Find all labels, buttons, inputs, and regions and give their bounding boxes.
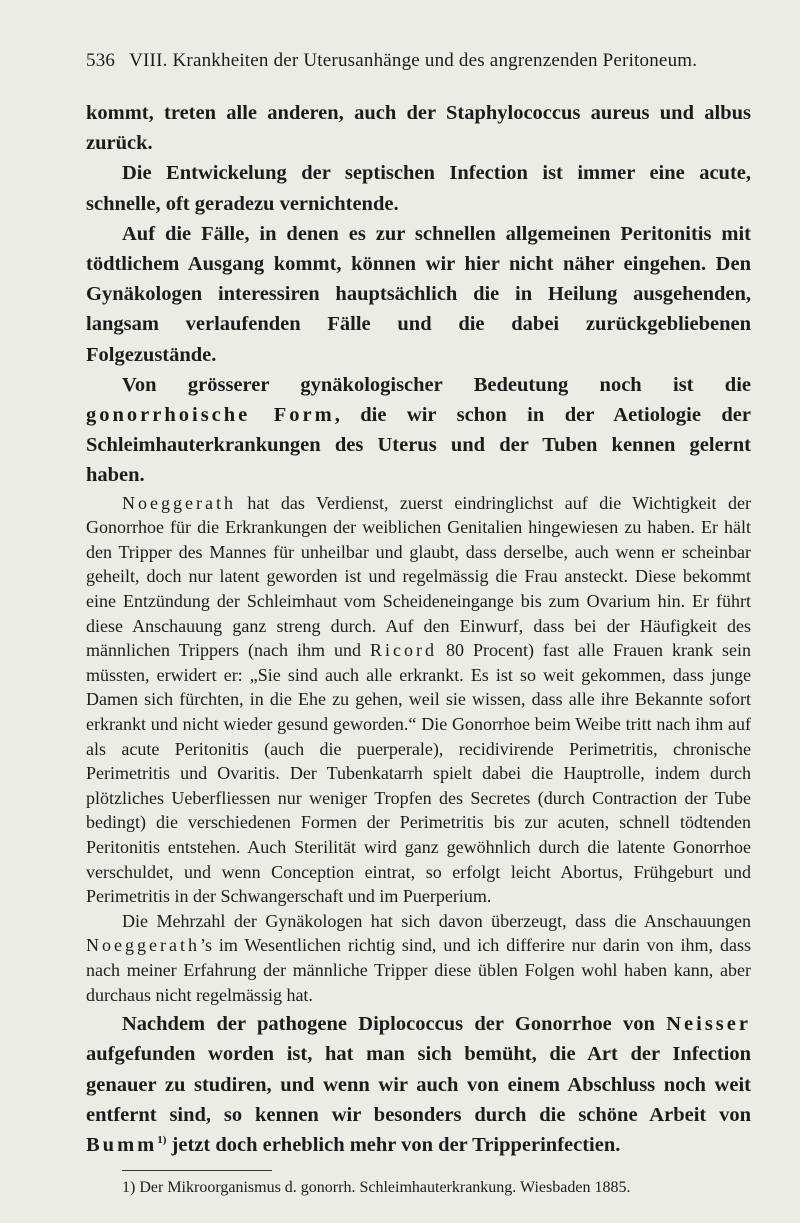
author-ricord: Ricord <box>370 640 438 661</box>
book-page <box>86 50 751 1199</box>
emphasis-gonorrhoische-form: gonorrhoische Form <box>86 404 335 427</box>
page-number: 536 <box>86 50 116 71</box>
paragraph-7 <box>86 1009 751 1160</box>
paragraph-6-text-c: ’s im Wesentlichen richtig sind, und ich differire nur darin von ihm, dass nach meiner Erfahrung der männliche Tripper diese üblen Folgen wohl haben kann, aber durchaus nicht regelmässig hat. <box>86 935 751 1005</box>
paragraph-5-text-b: hat das Verdienst, zuerst eindringlichst auf die Wichtigkeit der Gonorrhoe für die Erkrankungen der weiblichen Genitalien hingewiesen zu haben. Er hält den Tripper des Mannes für unheilbar und glaubt, dass derselbe, auch wenn er scheinbar geheilt, doch nur latent geworden ist und regelmässig die Frau ansteckt. Diese bekommt eine Entzündung der Schleimhaut vom Scheideneingange bis zum Ovarium hin. Er führt diese Anschauung ganz streng durch. Auf den Einwurf, dass bei der Häufigkeit des männlichen Trippers (nach ihm und <box>86 492 751 661</box>
running-header <box>86 50 751 72</box>
footnote-reference: 1) <box>157 1134 167 1147</box>
paragraph-1: kommt, treten alle anderen, auch der Staphylococcus aureus und albus zurück. <box>86 102 751 155</box>
footnote-text: Der Mikroorganismus d. gonorrh. Schleimhauterkrankung. Wiesbaden 1885. <box>135 1179 631 1197</box>
paragraph-6 <box>86 909 751 1007</box>
author-noeggerath-2: Noeggerath <box>86 935 200 956</box>
running-title: VIII. Krankheiten der Uterusanhänge und des angrenzenden Peritoneum. <box>129 50 698 71</box>
footnote-marker: 1) <box>122 1179 136 1197</box>
paragraph-7-text-a: Nachdem der pathogene Diplococcus der Gonorrhoe von <box>122 1013 667 1036</box>
paragraph-2: Die Entwickelung der septischen Infection ist immer eine acute, schnelle, oft geradezu vernichtende. <box>86 162 751 215</box>
author-neisser: Neisser <box>666 1013 751 1036</box>
paragraph-5 <box>86 491 751 909</box>
paragraph-3: Auf die Fälle, in denen es zur schnellen allgemeinen Peritonitis mit tödtlichem Ausgang kommt, können wir hier nicht näher eingehen. Den Gynäkologen interessiren hauptsächlich die in Heilung ausgehenden, langsam verlaufenden Fälle und die dabei zurückgebliebenen Folgezustände. <box>86 222 751 366</box>
author-bumm: Bumm <box>86 1133 158 1156</box>
paragraph-5-text-d: 80 Procent) fast alle Frauen krank sein müssten, erwidert er: „Sie sind auch alle erkrankt. Es ist so weit gekommen, dass junge Damen sich fürchten, in die Ehe zu gehen, weil sie wissen, dass alle ihre Bekannte sofort erkrankt und nicht wieder gesund geworden.“ Die Gonorrhoe beim Weibe tritt nach ihm auf als acute Peritonitis (auch die puerperale), recidivirende Perimetritis, chronische Perimetritis und Ovaritis. Der Tubenkatarrh spielt dabei die Hauptrolle, indem durch plötzliches Ueberfliessen nur weniger Tropfen des Secretes (durch Contraction der Tube bedingt) die verschiedenen Formen der Perimetritis bis zur acuten, schnell tödtenden Peritonitis entstehen. Auch Sterilität wird ganz gewöhnlich durch die latente Gonorrhoe verschuldet, und wenn Conception eintrat, so erfolgt leicht Abortus, Frühgeburt und Perimetritis in der Schwangerschaft und im Puerperium. <box>86 640 751 907</box>
paragraph-4-text-c: , die wir schon in der Aetiologie der Schleimhauterkrankungen des Uterus und der Tuben kennen gelernt haben. <box>86 404 751 487</box>
author-noeggerath: Noeggerath <box>122 492 236 513</box>
paragraph-4 <box>86 370 751 491</box>
paragraph-6-text-a: Die Mehrzahl der Gynäkologen hat sich davon überzeugt, dass die Anschauungen <box>122 910 751 931</box>
paragraph-7-text-e: jetzt doch erheblich mehr von der Tripperinfectien. <box>166 1133 621 1156</box>
paragraph-4-text-a: Von grösserer gynäkologischer Bedeutung noch ist die <box>122 373 751 396</box>
footnote <box>122 1177 751 1199</box>
footnote-divider <box>122 1170 272 1171</box>
paragraph-7-text-c: aufgefunden worden ist, hat man sich bemüht, die Art der Infection genauer zu studiren, und wenn wir auch von einem Abschluss noch weit entfernt sind, so kennen wir besonders durch die schöne Arbeit von <box>86 1043 751 1126</box>
